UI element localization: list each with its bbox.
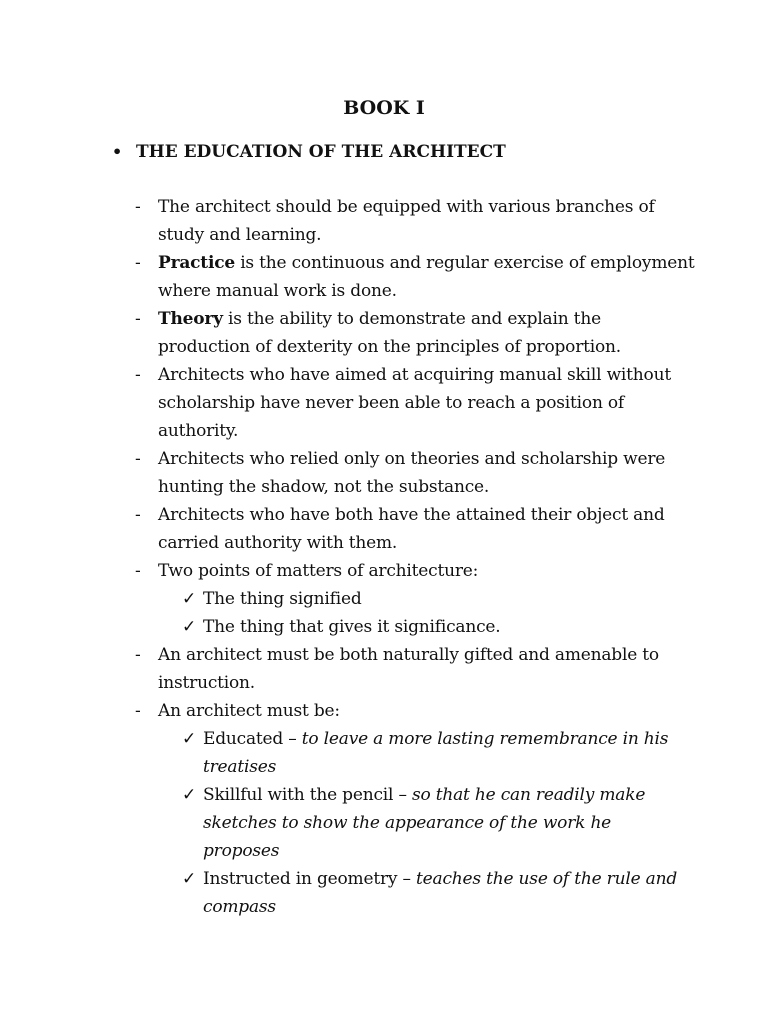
dash-marker: - [135,449,141,469]
checkmark-icon: ✓ [182,869,197,889]
sub-list-item-text: The thing signified [203,589,362,609]
list-item [0,557,698,585]
dash-marker: - [135,561,141,581]
list-item-text: The architect should be equipped with various branches of study and learning. [158,197,655,245]
section-heading [112,140,506,164]
list-item [0,697,698,725]
sub-list-item [0,865,683,921]
checkmark-icon: ✓ [182,785,197,805]
quality-label: Educated [203,729,284,749]
list-item-text: is the continuous and regular exercise of employment where manual work is done. [158,253,695,301]
dash-marker: - [135,253,141,273]
list-item [0,501,698,557]
bullet-icon: • [112,142,123,161]
sub-list-item [0,585,683,613]
separator: – [283,729,302,749]
sub-list-item [0,725,683,781]
checkmark-icon: ✓ [182,617,197,637]
list-item [0,193,698,249]
sub-list-item [0,613,683,641]
list-item [0,305,698,361]
notes-list [0,193,768,921]
quality-detail: to leave a more lasting remembrance in his treatises [203,729,669,777]
dash-marker: - [135,645,141,665]
separator: – [397,869,417,889]
sub-list-item [0,781,683,865]
term-bold: Practice [158,253,235,273]
list-item-text: Architects who have both have the attained their object and carried authority with them. [158,505,665,553]
list-item [0,641,698,697]
dash-marker: - [135,365,141,385]
dash-marker: - [135,309,141,329]
list-item-text: is the ability to demonstrate and explain the production of dexterity on the principles of proportion. [158,309,621,357]
checkmark-icon: ✓ [182,729,197,749]
list-item [0,445,698,501]
list-item-text: An architect must be both naturally gifted and amenable to instruction. [158,645,659,693]
dash-marker: - [135,701,141,721]
term-bold: Theory [158,309,223,329]
list-item-text: Architects who relied only on theories and scholarship were hunting the shadow, not the substance. [158,449,666,497]
quality-label: Instructed in geometry [203,869,398,889]
sub-list-item-text: The thing that gives it significance. [203,617,501,637]
dash-marker: - [135,505,141,525]
list-item-text: Two points of matters of architecture: [158,561,479,581]
section-heading-text: THE EDUCATION OF THE ARCHITECT [136,142,506,162]
quality-detail: teaches the use of the rule and compass [203,869,678,917]
separator: – [393,785,412,805]
dash-marker: - [135,197,141,217]
quality-label: Skillful with the pencil [203,785,394,805]
list-item-text: Architects who have aimed at acquiring manual skill without scholarship have never been able to reach a position of authority. [158,365,671,441]
list-item [0,361,698,445]
list-item-text: An architect must be: [158,701,340,721]
list-item [0,249,698,305]
page-title: BOOK I [343,97,425,119]
quality-detail: so that he can readily make sketches to show the appearance of the work he proposes [203,785,646,861]
checkmark-icon: ✓ [182,589,197,609]
